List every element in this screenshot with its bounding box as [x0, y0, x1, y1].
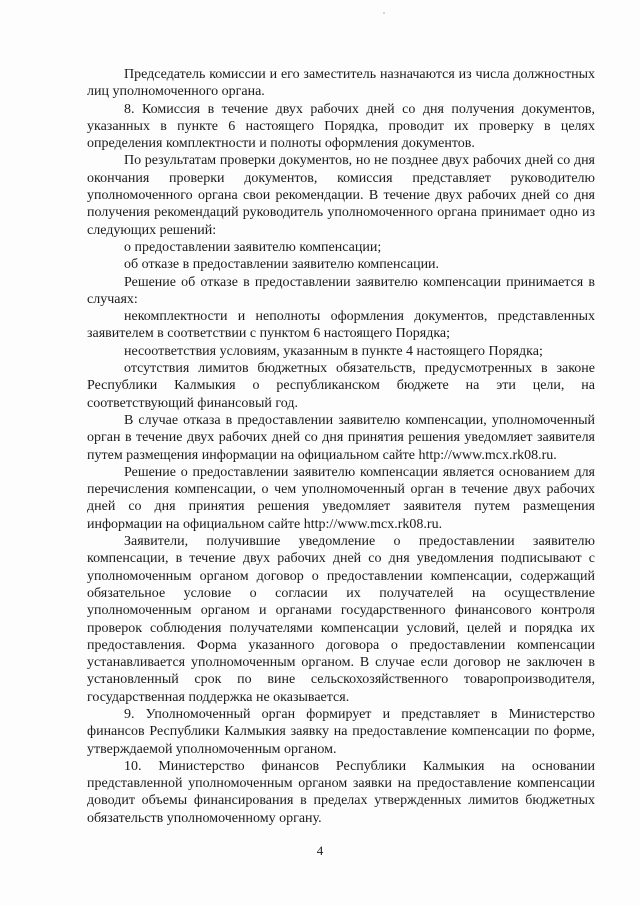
paragraph-case-incomplete: некомплектности и неполноты оформления документов, представленных заявителем в соответствии с пунктом 6 настоящего Порядка; [87, 309, 595, 342]
paragraph-review-results: По результатам проверки документов, но не позднее двух рабочих дней со дня окончания проверки документов, комиссия представляет руководителю уполномоченного органа свои рекомендации. В течение двух рабочих дней со дня получения рекомендаций руководитель уполномоченного органа принимает одно из следующих решений: [87, 153, 595, 238]
paragraph-clause-9: 9. Уполномоченный орган формирует и представляет в Министерство финансов Республики Калмыкия заявку на предоставление компенсации по форме, утверждаемой уполномоченным органом. [87, 706, 595, 757]
paragraph-grant-notice: Решение о предоставлении заявителю компенсации является основанием для перечисления компенсации, о чем уполномоченный орган в течение двух рабочих дней со дня принятия решения уведомляет заявителя путем размещения информации на официальном сайте http://www.mcx.rk08.ru. [87, 464, 595, 532]
paragraph-clause-8: 8. Комиссия в течение двух рабочих дней со дня получения документов, указанных в пункте 6 настоящего Порядка, проводит их проверку в целях определения комплектности и полноты оформления документов. [87, 101, 595, 152]
paragraph-refusal-cases: Решение об отказе в предоставлении заявителю компенсации принимается в случаях: [87, 274, 595, 307]
paragraph-case-no-limits: отсутствия лимитов бюджетных обязательств, предусмотренных в законе Республики Калмыкия о республиканском бюджете на эти цели, на соответствующий финансовый год. [87, 361, 595, 411]
paragraph-case-mismatch: несоответствия условиям, указанным в пункте 4 настоящего Порядка; [124, 343, 543, 359]
scan-artifact [383, 12, 385, 14]
paragraph-refusal-notice: В случае отказа в предоставлении заявителю компенсации, уполномоченный орган в течение двух рабочих дней со дня принятия решения уведомляет заявителя путем размещения информации на официальном сайте http://www.mcx.rk08.ru. [87, 412, 595, 463]
paragraph-clause-10: 10. Министерство финансов Республики Калмыкия на основании представленной уполномоченным органом заявки на предоставление компенсации доводит объемы финансирования в пределах утвержденных лимитов бюджетных обязательств уполномоченному органу. [87, 758, 595, 826]
paragraph-commission-chair: Председатель комиссии и его заместитель назначаются из числа должностных лиц уполномоченного органа. [87, 67, 595, 100]
paragraph-decision-refuse: об отказе в предоставлении заявителю компенсации. [124, 257, 440, 273]
paragraph-decision-grant: о предоставлении заявителю компенсации; [124, 239, 382, 255]
body-text [87, 66, 595, 827]
page-number: 4 [316, 843, 324, 858]
paragraph-applicants-agreement: Заявители, получившие уведомление о предоставлении заявителю компенсации, в течение двух рабочих дней со дня уведомления подписывают с уполномоченным органом договор о предоставлении компенсации, содержащий обязательное условие о согласии их получателей на осуществление уполномоченным органом и органами государственного финансового контроля проверок соблюдения получателями компенсации условий, целей и порядка их предоставления. Форма указанного договора о предоставлении компенсации устанавливается уполномоченным органом. В случае если договор не заключен в установленный срок по вине сельскохозяйственного товаропроизводителя, государственная поддержка не оказывается. [87, 534, 595, 705]
